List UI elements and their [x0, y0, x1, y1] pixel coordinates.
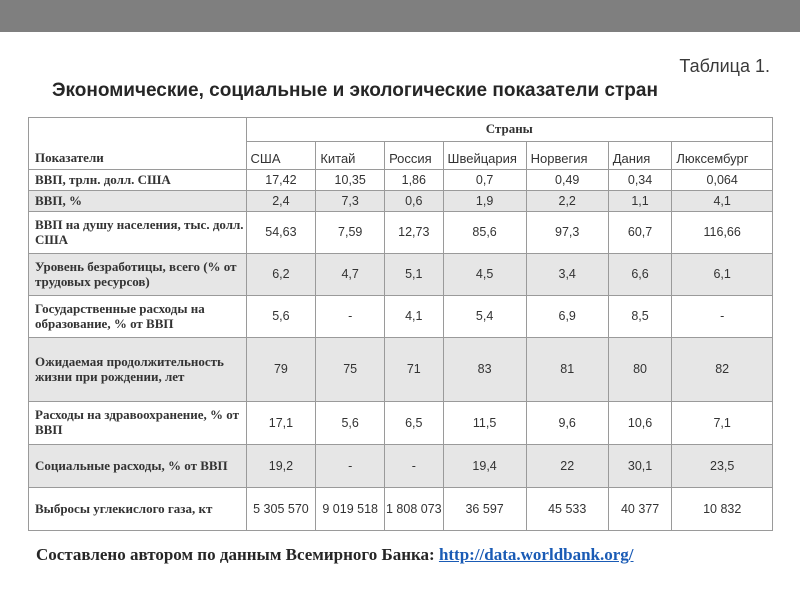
value-cell: 10,6 — [608, 402, 672, 445]
value-cell: 5 305 570 — [246, 488, 316, 531]
table-row — [29, 254, 773, 296]
row-label: Ожидаемая продолжительность жизни при рождении, лет — [29, 338, 247, 402]
value-cell: 5,6 — [316, 402, 385, 445]
value-cell: 75 — [316, 338, 385, 402]
source-text: Составлено автором по данным Всемирного Банка: — [36, 545, 439, 564]
table-body — [29, 170, 773, 531]
country-header: США — [246, 142, 316, 170]
value-cell: 9,6 — [526, 402, 608, 445]
table-row — [29, 170, 773, 191]
country-header: Китай — [316, 142, 385, 170]
table-number: Таблица 1. — [679, 56, 770, 76]
value-cell: 17,1 — [246, 402, 316, 445]
table-row — [29, 296, 773, 338]
country-header: Люксембург — [672, 142, 773, 170]
value-cell: 5,1 — [385, 254, 443, 296]
table-title: Экономические, социальные и экологические показатели стран — [52, 80, 658, 101]
row-label: Социальные расходы, % от ВВП — [29, 445, 247, 488]
value-cell: 3,4 — [526, 254, 608, 296]
table-row — [29, 191, 773, 212]
value-cell: 19,4 — [443, 445, 526, 488]
value-cell: 7,59 — [316, 212, 385, 254]
value-cell: 0,7 — [443, 170, 526, 191]
value-cell: - — [316, 445, 385, 488]
value-cell: 0,34 — [608, 170, 672, 191]
value-cell: 83 — [443, 338, 526, 402]
value-cell: 80 — [608, 338, 672, 402]
table-row — [29, 212, 773, 254]
value-cell: 7,3 — [316, 191, 385, 212]
country-header: Дания — [608, 142, 672, 170]
value-cell: - — [385, 445, 443, 488]
value-cell: 10 832 — [672, 488, 773, 531]
source-link[interactable]: http://data.worldbank.org/ — [438, 545, 634, 564]
value-cell: 40 377 — [608, 488, 672, 531]
value-cell: 0,064 — [672, 170, 773, 191]
value-cell: 1,1 — [608, 191, 672, 212]
value-cell: 2,4 — [246, 191, 316, 212]
value-cell: 23,5 — [672, 445, 773, 488]
value-cell: 10,35 — [316, 170, 385, 191]
countries-group-header: Страны — [246, 118, 772, 142]
row-label: ВВП, трлн. долл. США — [29, 170, 247, 191]
value-cell: 4,1 — [672, 191, 773, 212]
value-cell: 79 — [246, 338, 316, 402]
value-cell: 54,63 — [246, 212, 316, 254]
value-cell: - — [672, 296, 773, 338]
value-cell: 22 — [526, 445, 608, 488]
table-row — [29, 338, 773, 402]
value-cell: - — [316, 296, 385, 338]
row-label: Выбросы углекислого газа, кт — [29, 488, 247, 531]
value-cell: 12,73 — [385, 212, 443, 254]
value-cell: 81 — [526, 338, 608, 402]
value-cell: 6,2 — [246, 254, 316, 296]
row-label: ВВП на душу населения, тыс. долл. США — [29, 212, 247, 254]
indicators-table — [28, 117, 773, 531]
value-cell: 4,5 — [443, 254, 526, 296]
value-cell: 1 808 073 — [385, 488, 443, 531]
row-label: Уровень безработицы, всего (% от трудовых ресурсов) — [29, 254, 247, 296]
value-cell: 36 597 — [443, 488, 526, 531]
value-cell: 60,7 — [608, 212, 672, 254]
value-cell: 1,86 — [385, 170, 443, 191]
value-cell: 0,49 — [526, 170, 608, 191]
value-cell: 97,3 — [526, 212, 608, 254]
value-cell: 71 — [385, 338, 443, 402]
row-label: Государственные расходы на образование, % от ВВП — [29, 296, 247, 338]
value-cell: 85,6 — [443, 212, 526, 254]
country-header: Норвегия — [526, 142, 608, 170]
value-cell: 11,5 — [443, 402, 526, 445]
country-header: Швейцария — [443, 142, 526, 170]
top-bar — [0, 0, 800, 32]
value-cell: 19,2 — [246, 445, 316, 488]
value-cell: 0,6 — [385, 191, 443, 212]
value-cell: 17,42 — [246, 170, 316, 191]
value-cell: 7,1 — [672, 402, 773, 445]
value-cell: 9 019 518 — [316, 488, 385, 531]
country-header: Россия — [385, 142, 443, 170]
value-cell: 1,9 — [443, 191, 526, 212]
source-note — [36, 545, 634, 565]
row-label: ВВП, % — [29, 191, 247, 212]
value-cell: 5,4 — [443, 296, 526, 338]
value-cell: 4,1 — [385, 296, 443, 338]
value-cell: 2,2 — [526, 191, 608, 212]
value-cell: 6,1 — [672, 254, 773, 296]
value-cell: 6,6 — [608, 254, 672, 296]
value-cell: 8,5 — [608, 296, 672, 338]
value-cell: 30,1 — [608, 445, 672, 488]
value-cell: 4,7 — [316, 254, 385, 296]
value-cell: 6,9 — [526, 296, 608, 338]
row-label: Расходы на здравоохранение, % от ВВП — [29, 402, 247, 445]
value-cell: 45 533 — [526, 488, 608, 531]
table-row — [29, 488, 773, 531]
value-cell: 116,66 — [672, 212, 773, 254]
indicator-header: Показатели — [29, 118, 247, 170]
value-cell: 5,6 — [246, 296, 316, 338]
table-row — [29, 402, 773, 445]
table-row — [29, 445, 773, 488]
value-cell: 6,5 — [385, 402, 443, 445]
value-cell: 82 — [672, 338, 773, 402]
